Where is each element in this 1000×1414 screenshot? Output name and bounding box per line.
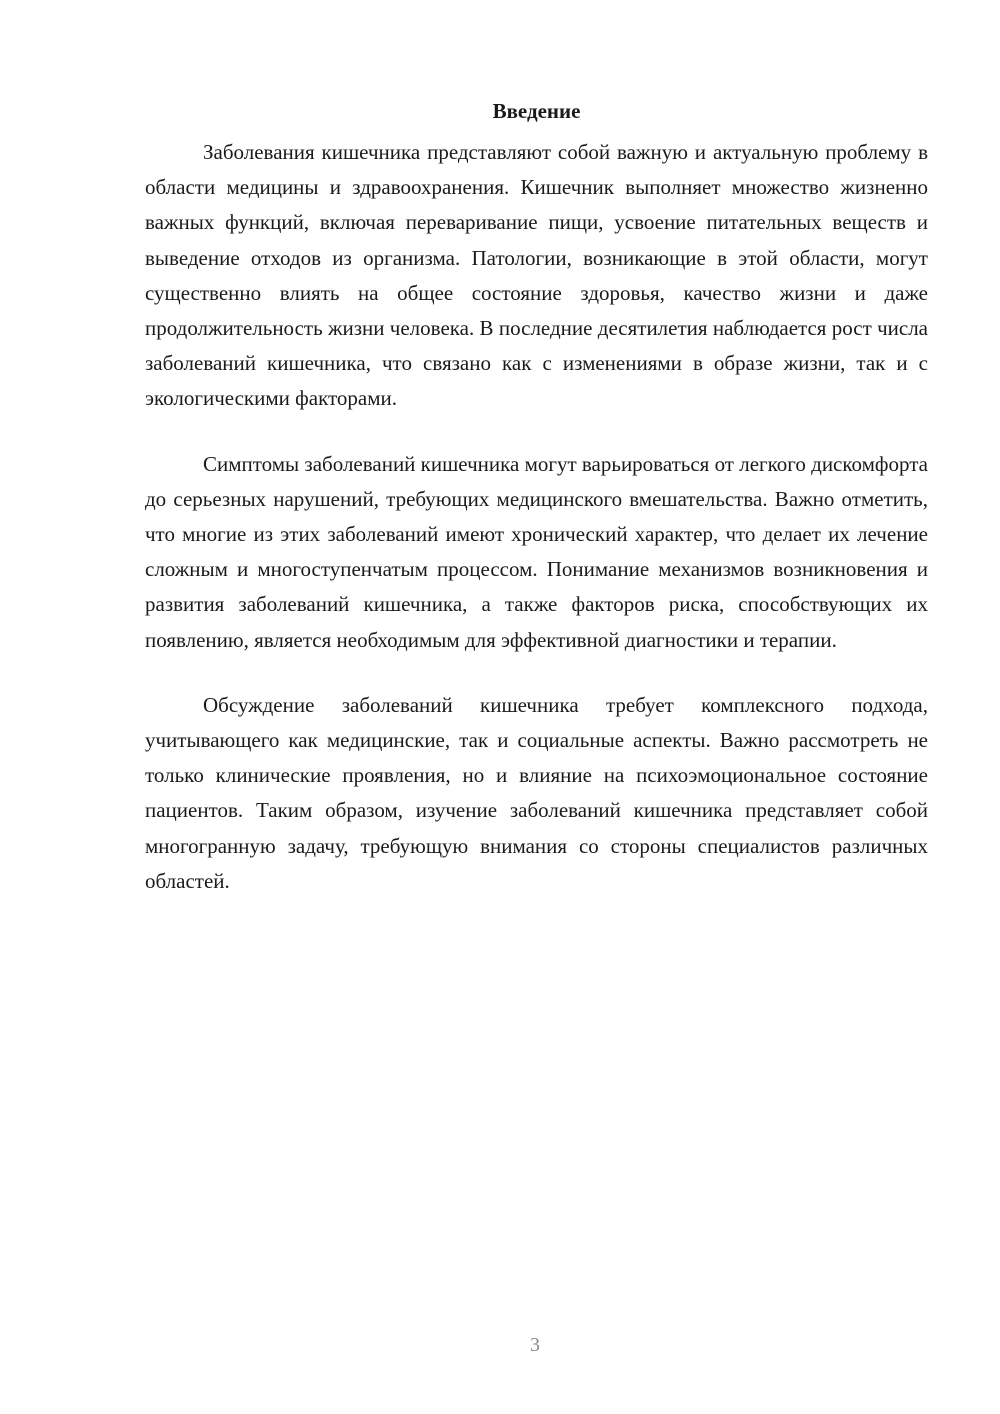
paragraph-3: Обсуждение заболеваний кишечника требует комплексного подхода, учитывающего как медицинские, так и социальные аспекты. Важно рассмотреть не только клинические проявления, но и влияние на психоэмоциональное состояние пациентов. Таким образом, изучение заболеваний кишечника представляет собой многогранную задачу, требующую внимания со стороны специалистов различных областей. xyxy=(145,692,928,893)
page-number: 3 xyxy=(530,1334,540,1356)
document-body xyxy=(145,96,928,929)
paragraph-2: Симптомы заболеваний кишечника могут варьироваться от легкого дискомфорта до серьезных нарушений, требующих медицинского вмешательства. Важно отметить, что многие из этих заболеваний имеют хронический характер, что делает их лечение сложным и многоступенчатым процессом. Понимание механизмов возникновения и развития заболеваний кишечника, а также факторов риска, способствующих их появлению, является необходимым для эффективной диагностики и терапии. xyxy=(145,451,928,652)
section-heading: Введение xyxy=(492,99,581,123)
paragraph-1: Заболевания кишечника представляют собой важную и актуальную проблему в области медицины и здравоохранения. Кишечник выполняет множество жизненно важных функций, включая переваривание пищи, усвоение питательных веществ и выведение отходов из организма. Патологии, возникающие в этой области, могут существенно влиять на общее состояние здоровья, качество жизни и даже продолжительность жизни человека. В последние десятилетия наблюдается рост числа заболеваний кишечника, что связано как с изменениями в образе жизни, так и с экологическими факторами. xyxy=(145,140,928,411)
